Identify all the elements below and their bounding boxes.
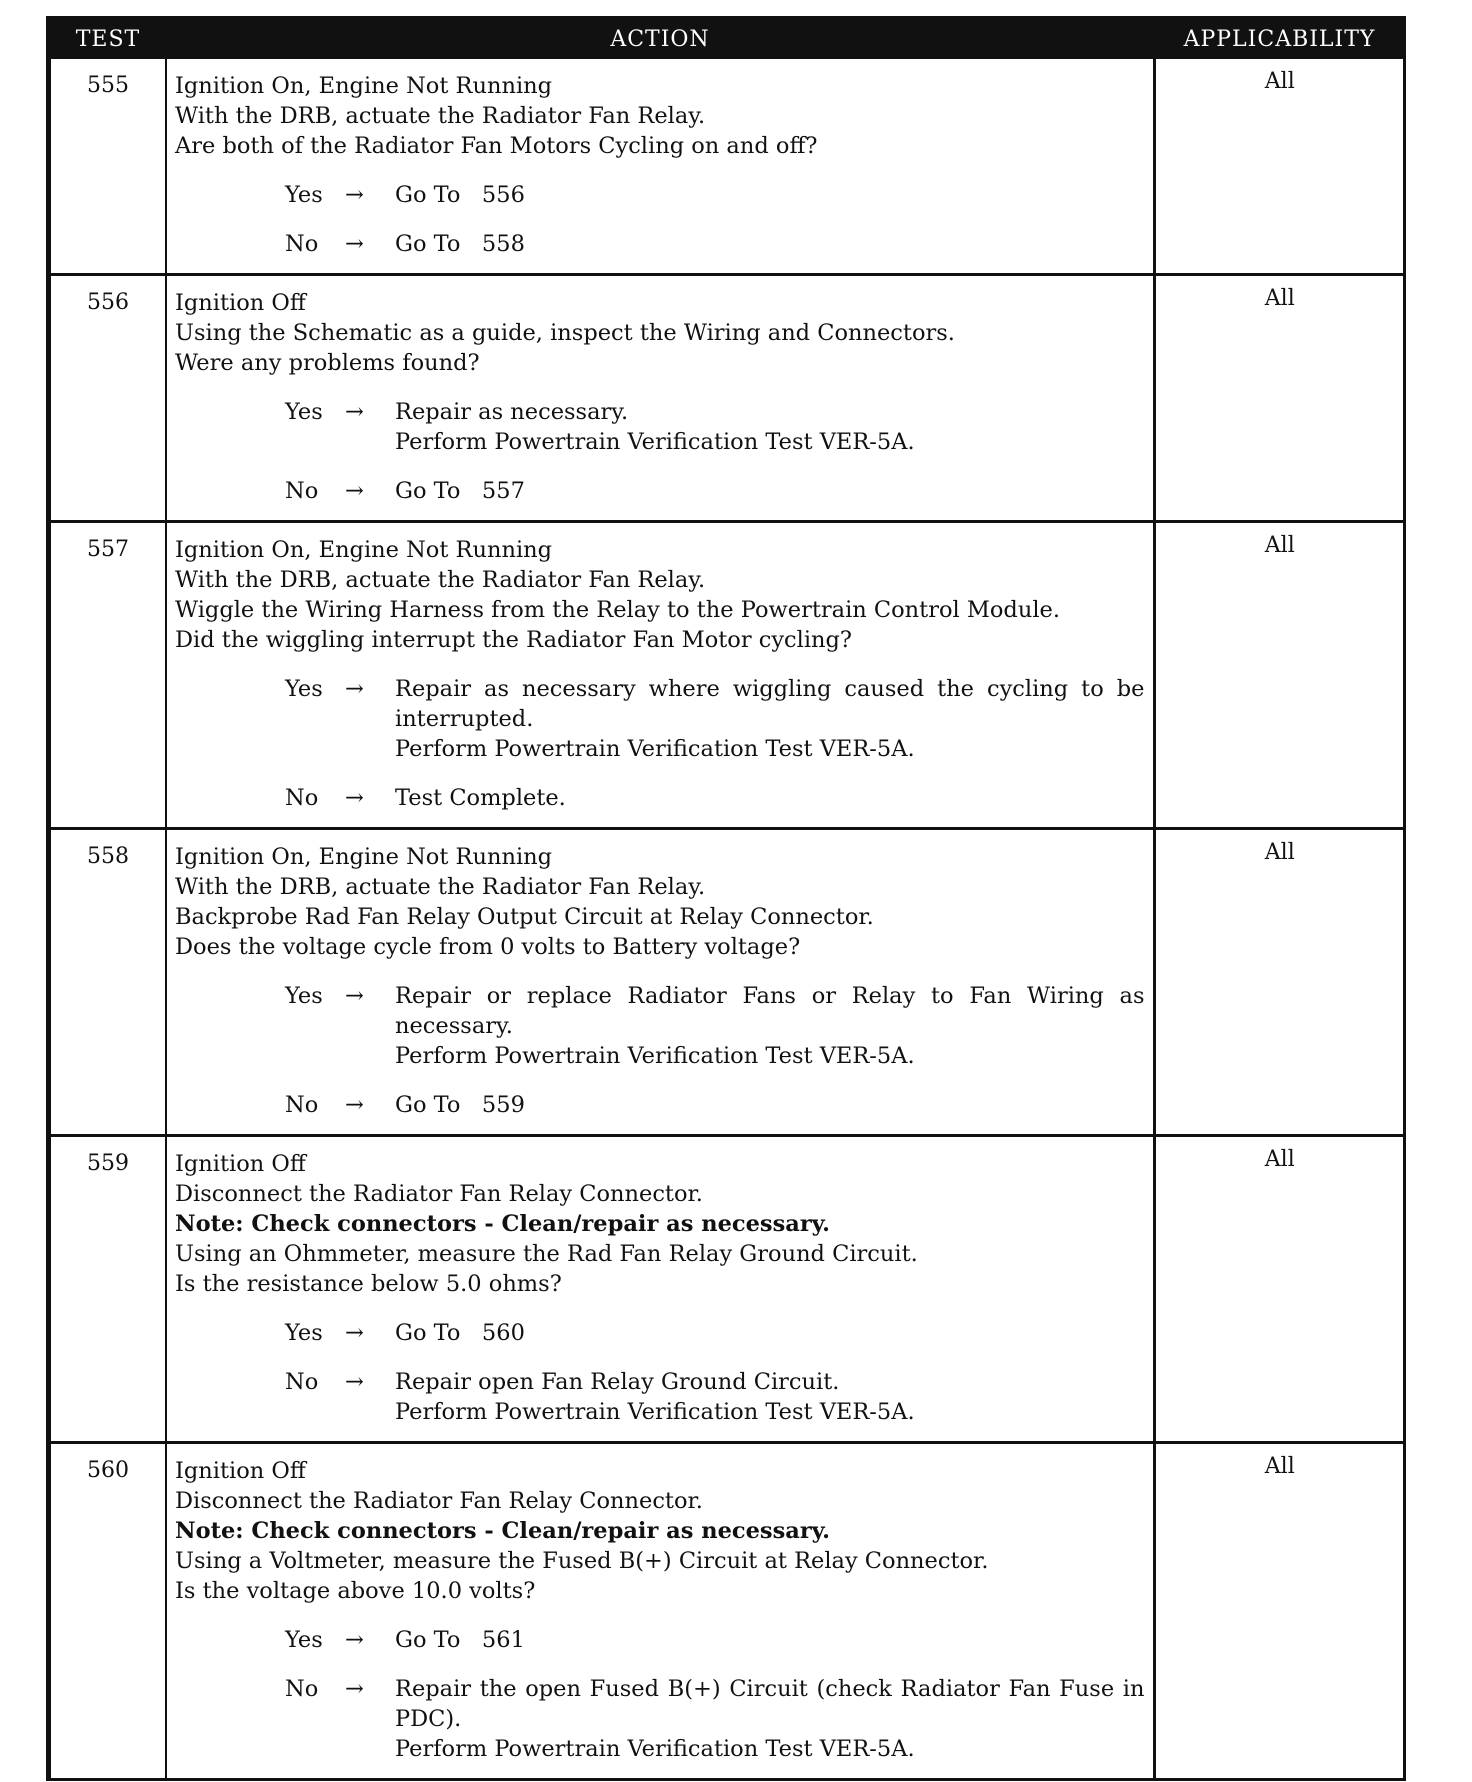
cell-spacer bbox=[175, 1427, 1145, 1433]
result-line: Go To 561 bbox=[395, 1627, 525, 1653]
arrow-right-icon: → bbox=[345, 1627, 364, 1653]
no-label: No bbox=[285, 1676, 319, 1702]
applicability-value: All bbox=[1154, 1136, 1404, 1443]
result-line: Test Complete. bbox=[395, 785, 566, 811]
no-outcome bbox=[175, 476, 1145, 506]
yes-answer bbox=[175, 1318, 395, 1348]
cell-spacer bbox=[175, 259, 1145, 265]
yes-result bbox=[395, 981, 1152, 1071]
test-number: 555 bbox=[50, 59, 166, 275]
no-outcome bbox=[175, 1367, 1145, 1427]
action-step: Did the wiggling interrupt the Radiator Fan Motor cycling? bbox=[175, 627, 852, 653]
no-outcome bbox=[175, 783, 1145, 813]
action-step: Using the Schematic as a guide, inspect the Wiring and Connectors. bbox=[175, 320, 955, 346]
arrow-right-icon: → bbox=[345, 1369, 364, 1395]
action-cell bbox=[166, 1443, 1154, 1779]
yes-result bbox=[395, 674, 1152, 764]
cell-spacer bbox=[175, 1120, 1145, 1126]
action-step: Ignition Off bbox=[175, 290, 306, 316]
yes-answer bbox=[175, 180, 395, 210]
action-cell bbox=[166, 275, 1154, 522]
action-step: Using an Ohmmeter, measure the Rad Fan Relay Ground Circuit. bbox=[175, 1241, 918, 1267]
no-result bbox=[395, 229, 1145, 259]
no-result bbox=[395, 1367, 1145, 1427]
table-row bbox=[50, 275, 1404, 522]
applicability-value: All bbox=[1154, 275, 1404, 522]
result-line: Go To 556 bbox=[395, 182, 525, 208]
action-step: With the DRB, actuate the Radiator Fan Relay. bbox=[175, 567, 706, 593]
no-answer bbox=[175, 476, 395, 506]
arrow-right-icon: → bbox=[345, 785, 364, 811]
action-step: With the DRB, actuate the Radiator Fan Relay. bbox=[175, 874, 706, 900]
action-cell bbox=[166, 59, 1154, 275]
applicability-value: All bbox=[1154, 1443, 1404, 1779]
action-step: Ignition Off bbox=[175, 1151, 306, 1177]
result-line: Go To 559 bbox=[395, 1092, 525, 1118]
action-step: Disconnect the Radiator Fan Relay Connector. bbox=[175, 1181, 703, 1207]
header-applicability: APPLICABILITY bbox=[1154, 19, 1404, 59]
action-step: Are both of the Radiator Fan Motors Cycling on and off? bbox=[175, 133, 818, 159]
no-label: No bbox=[285, 1092, 319, 1118]
yes-label: Yes bbox=[285, 182, 323, 208]
action-cell bbox=[166, 829, 1154, 1136]
no-label: No bbox=[285, 231, 319, 257]
action-step: Were any problems found? bbox=[175, 350, 480, 376]
action-step: Ignition On, Engine Not Running bbox=[175, 537, 553, 563]
no-answer bbox=[175, 1090, 395, 1120]
result-line: Repair the open Fused B(+) Circuit (check Radiator Fan Fuse in PDC). bbox=[395, 1676, 1152, 1732]
action-step: Wiggle the Wiring Harness from the Relay to the Powertrain Control Module. bbox=[175, 597, 1060, 623]
no-result bbox=[395, 476, 1145, 506]
applicability-value: All bbox=[1154, 522, 1404, 829]
yes-outcome bbox=[175, 397, 1145, 457]
yes-label: Yes bbox=[285, 1627, 323, 1653]
action-step: Does the voltage cycle from 0 volts to Battery voltage? bbox=[175, 934, 801, 960]
action-step: Ignition On, Engine Not Running bbox=[175, 73, 553, 99]
yes-result bbox=[395, 1318, 1145, 1348]
action-step: Backprobe Rad Fan Relay Output Circuit at Relay Connector. bbox=[175, 904, 874, 930]
result-line: Perform Powertrain Verification Test VER-5A. bbox=[395, 1736, 915, 1762]
test-number: 557 bbox=[50, 522, 166, 829]
yes-answer bbox=[175, 1625, 395, 1655]
action-step: Disconnect the Radiator Fan Relay Connector. bbox=[175, 1488, 703, 1514]
table-row bbox=[50, 522, 1404, 829]
yes-answer bbox=[175, 981, 395, 1071]
result-line: Go To 558 bbox=[395, 231, 525, 257]
yes-outcome bbox=[175, 1625, 1145, 1655]
result-line: Go To 560 bbox=[395, 1320, 525, 1346]
test-number: 560 bbox=[50, 1443, 166, 1779]
yes-result bbox=[395, 1625, 1145, 1655]
arrow-right-icon: → bbox=[345, 182, 364, 208]
no-answer bbox=[175, 783, 395, 813]
table-row bbox=[50, 59, 1404, 275]
table-row bbox=[50, 1136, 1404, 1443]
no-label: No bbox=[285, 1369, 319, 1395]
no-result bbox=[395, 1674, 1152, 1764]
arrow-right-icon: → bbox=[345, 1320, 364, 1346]
note-step: Note: Check connectors - Clean/repair as necessary. bbox=[175, 1211, 830, 1237]
result-line: Perform Powertrain Verification Test VER-5A. bbox=[395, 736, 915, 762]
yes-result bbox=[395, 397, 1145, 457]
arrow-right-icon: → bbox=[345, 399, 364, 425]
applicability-value: All bbox=[1154, 59, 1404, 275]
action-step: Ignition Off bbox=[175, 1458, 306, 1484]
yes-label: Yes bbox=[285, 1320, 323, 1346]
result-line: Repair as necessary where wiggling caused the cycling to be interrupted. bbox=[395, 676, 1152, 732]
result-line: Perform Powertrain Verification Test VER-5A. bbox=[395, 1399, 915, 1425]
no-label: No bbox=[285, 785, 319, 811]
yes-label: Yes bbox=[285, 399, 323, 425]
arrow-right-icon: → bbox=[345, 1092, 364, 1118]
arrow-right-icon: → bbox=[345, 676, 364, 702]
action-step: Ignition On, Engine Not Running bbox=[175, 844, 553, 870]
action-step: Is the resistance below 5.0 ohms? bbox=[175, 1271, 562, 1297]
no-outcome bbox=[175, 229, 1145, 259]
applicability-value: All bbox=[1154, 829, 1404, 1136]
arrow-right-icon: → bbox=[345, 983, 364, 1009]
yes-outcome bbox=[175, 674, 1152, 764]
action-cell bbox=[166, 522, 1154, 829]
yes-answer bbox=[175, 397, 395, 457]
table-body bbox=[50, 59, 1404, 1778]
action-step: With the DRB, actuate the Radiator Fan Relay. bbox=[175, 103, 706, 129]
yes-label: Yes bbox=[285, 676, 323, 702]
no-answer bbox=[175, 1674, 395, 1764]
action-step: Is the voltage above 10.0 volts? bbox=[175, 1578, 536, 1604]
action-step: Using a Voltmeter, measure the Fused B(+) Circuit at Relay Connector. bbox=[175, 1548, 989, 1574]
yes-outcome bbox=[175, 1318, 1145, 1348]
yes-answer bbox=[175, 674, 395, 764]
diagnostic-table-sheet bbox=[46, 16, 1406, 1781]
cell-spacer bbox=[175, 1764, 1145, 1770]
header-test: TEST bbox=[50, 19, 166, 59]
no-label: No bbox=[285, 478, 319, 504]
table-row bbox=[50, 1443, 1404, 1779]
result-line: Repair or replace Radiator Fans or Relay to Fan Wiring as necessary. bbox=[395, 983, 1152, 1039]
test-number: 558 bbox=[50, 829, 166, 1136]
note-step: Note: Check connectors - Clean/repair as necessary. bbox=[175, 1518, 830, 1544]
no-answer bbox=[175, 1367, 395, 1427]
no-result bbox=[395, 1090, 1145, 1120]
no-result bbox=[395, 783, 1145, 813]
table-row bbox=[50, 829, 1404, 1136]
yes-label: Yes bbox=[285, 983, 323, 1009]
test-number: 556 bbox=[50, 275, 166, 522]
result-line: Repair as necessary. bbox=[395, 399, 629, 425]
no-outcome bbox=[175, 1090, 1145, 1120]
action-cell bbox=[166, 1136, 1154, 1443]
arrow-right-icon: → bbox=[345, 1676, 364, 1702]
yes-outcome bbox=[175, 180, 1145, 210]
diagnostic-table bbox=[49, 19, 1404, 1778]
test-number: 559 bbox=[50, 1136, 166, 1443]
result-line: Repair open Fan Relay Ground Circuit. bbox=[395, 1369, 840, 1395]
yes-result bbox=[395, 180, 1145, 210]
yes-outcome bbox=[175, 981, 1152, 1071]
result-line: Go To 557 bbox=[395, 478, 525, 504]
arrow-right-icon: → bbox=[345, 478, 364, 504]
arrow-right-icon: → bbox=[345, 231, 364, 257]
result-line: Perform Powertrain Verification Test VER-5A. bbox=[395, 1043, 915, 1069]
no-outcome bbox=[175, 1674, 1152, 1764]
result-line: Perform Powertrain Verification Test VER-5A. bbox=[395, 429, 915, 455]
header-action: ACTION bbox=[166, 19, 1154, 59]
cell-spacer bbox=[175, 813, 1145, 819]
cell-spacer bbox=[175, 506, 1145, 512]
no-answer bbox=[175, 229, 395, 259]
table-header-row bbox=[50, 19, 1404, 59]
